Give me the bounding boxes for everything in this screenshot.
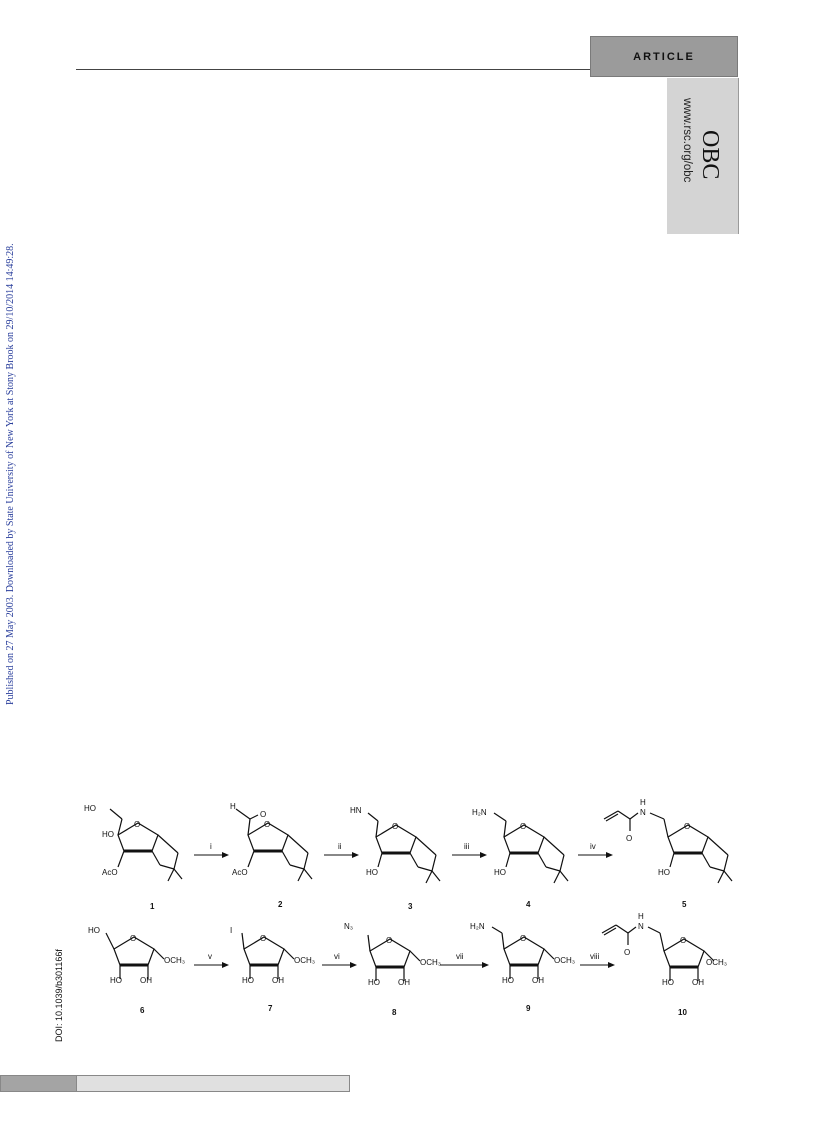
ring-o-label: O	[520, 934, 527, 943]
ring-o-label: O	[684, 822, 691, 831]
compound-8-structure	[344, 922, 441, 987]
reaction-scheme	[78, 798, 738, 1035]
compound-6-structure	[88, 926, 185, 985]
ho-label: HO	[662, 978, 674, 987]
ho-label: HO	[88, 926, 100, 935]
reagent-iv: iv	[590, 842, 596, 851]
reagent-vi: vi	[334, 952, 340, 961]
download-notice: Published on 27 May 2003. Downloaded by State University of New York at Stony Brook on 29/10/2014 14:49:28.	[5, 243, 16, 705]
h-label: H	[230, 802, 236, 811]
ring-o-label: O	[520, 822, 527, 831]
ho-label: HO	[366, 868, 378, 877]
ring-o-label: O	[134, 820, 141, 829]
o-label: O	[260, 810, 267, 819]
och3-label: OCH₃	[294, 956, 316, 965]
journal-url[interactable]: www.rsc.org/obc	[681, 98, 693, 183]
o-label: O	[626, 834, 633, 843]
reagent-viii: viii	[590, 952, 600, 961]
compound-5-structure	[604, 798, 732, 883]
oh-label: OH	[272, 976, 284, 985]
h-label: H	[638, 912, 644, 921]
footer-bar	[0, 1075, 350, 1092]
footer-bar-left	[1, 1076, 77, 1091]
ho-label: HO	[368, 978, 380, 987]
compound-3-number: 3	[408, 902, 413, 911]
ho-label: HO	[502, 976, 514, 985]
ring-o-label: O	[680, 936, 687, 945]
reagent-v: v	[208, 952, 212, 961]
compound-2-structure	[230, 802, 312, 881]
och3-label: OCH₃	[706, 958, 728, 967]
compound-5-number: 5	[682, 900, 687, 909]
compound-2-number: 2	[278, 900, 283, 909]
ring-o-label: O	[264, 820, 271, 829]
och3-label: OCH₃	[554, 956, 576, 965]
n-label: N	[638, 922, 644, 931]
azide-label: N₃	[344, 922, 354, 931]
compound-1-number: 1	[150, 902, 155, 911]
compound-9-number: 9	[526, 1004, 531, 1013]
h2n-label: H₂N	[472, 808, 487, 817]
h2n-label: H₂N	[470, 922, 485, 931]
doi: DOI: 10.1039/b301166f	[54, 949, 64, 1042]
aco-label: AcO	[232, 868, 248, 877]
header-rule	[76, 69, 590, 70]
ring-o-label: O	[392, 822, 399, 831]
journal-abbreviation: OBC	[697, 130, 723, 180]
och3-label: OCH₃	[420, 958, 442, 967]
ho-label: HO	[242, 976, 254, 985]
compound-7-number: 7	[268, 1004, 273, 1013]
h-label: H	[640, 798, 646, 807]
aco-label: AcO	[102, 868, 118, 877]
ho-label: HO	[84, 804, 96, 813]
hn-label: HN	[350, 806, 362, 815]
oh-label: OH	[532, 976, 544, 985]
ring-o-label: O	[130, 934, 137, 943]
och3-label: OCH₃	[164, 956, 186, 965]
compound-9-structure	[470, 922, 575, 985]
n-label: N	[640, 808, 646, 817]
reagent-ii: ii	[338, 842, 342, 851]
ho-label: HO	[110, 976, 122, 985]
compound-3-structure	[350, 806, 440, 883]
o-label: O	[624, 948, 631, 957]
reagent-i: i	[210, 842, 212, 851]
compound-6-number: 6	[140, 1006, 145, 1015]
compound-4-number: 4	[526, 900, 531, 909]
iodo-label: I	[230, 926, 233, 935]
oh-label: OH	[398, 978, 410, 987]
compound-10-number: 10	[678, 1008, 687, 1017]
ring-o-label: O	[260, 934, 267, 943]
ho-label: HO	[102, 830, 114, 839]
compound-1-structure	[84, 804, 182, 881]
compound-4-structure	[472, 808, 568, 883]
compound-7-structure	[230, 926, 315, 985]
section-tab: ARTICLE	[590, 36, 738, 77]
compound-8-number: 8	[392, 1008, 397, 1017]
ho-label: HO	[494, 868, 506, 877]
reagent-iii: iii	[464, 842, 470, 851]
oh-label: OH	[140, 976, 152, 985]
ho-label: HO	[658, 868, 670, 877]
compound-10-structure	[602, 912, 727, 987]
ring-o-label: O	[386, 936, 393, 945]
oh-label: OH	[692, 978, 704, 987]
reagent-vii: vii	[456, 952, 464, 961]
